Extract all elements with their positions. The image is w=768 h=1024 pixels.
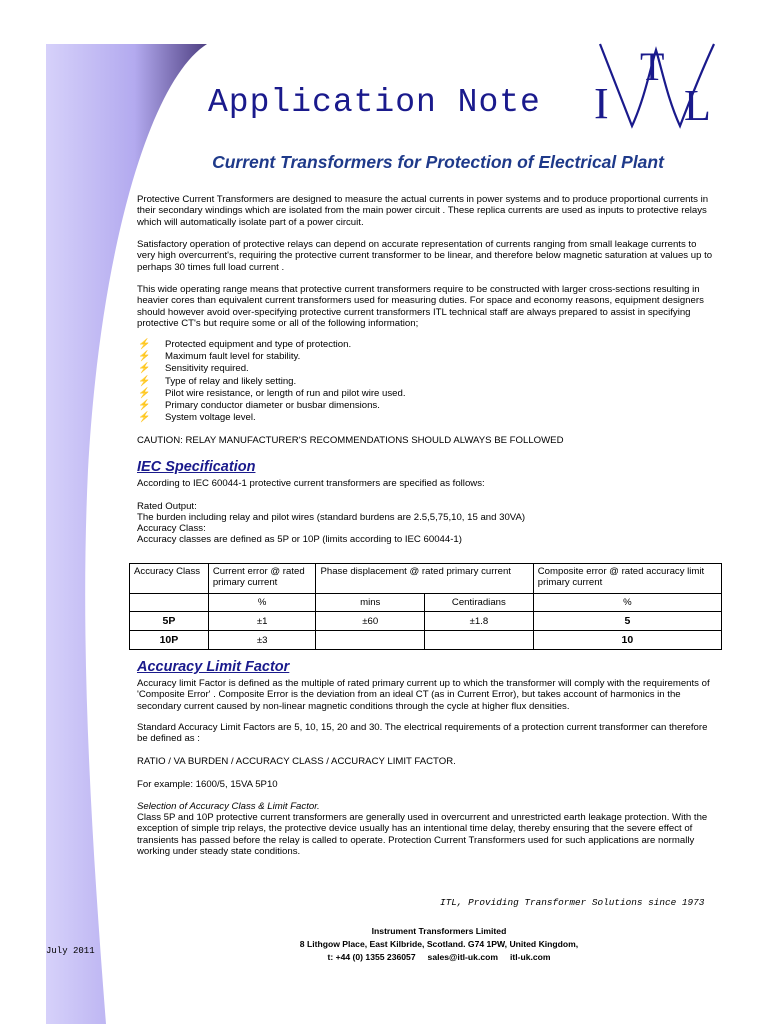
lightning-bolt-icon: ⚡ — [138, 387, 151, 399]
lightning-bolt-icon: ⚡ — [138, 412, 151, 424]
row-composite-error: 10 — [533, 631, 721, 650]
unit-mins: mins — [316, 594, 425, 612]
company-slogan: ITL, Providing Transformer Solutions since 1973 — [440, 897, 705, 908]
lightning-bolt-icon: ⚡ — [138, 351, 151, 363]
lightning-bolt-icon: ⚡ — [138, 363, 151, 375]
itl-logo — [592, 40, 722, 132]
footer-address: 8 Lithgow Place, East Kilbride, Scotland. G74 1PW, United Kingdom, — [299, 939, 579, 949]
lightning-bolt-icon: ⚡ — [138, 400, 151, 412]
row-composite-error: 5 — [533, 612, 721, 631]
list-item: ⚡ Sensitivity required. — [138, 363, 249, 375]
publication-date: July 2011 — [46, 946, 95, 956]
alf-paragraph-1: Accuracy limit Factor is defined as the multiple of rated primary current up to which the transformer will comply with the requirements of 'Composite Error' . Composite Error is the deviation from an ideal CT (as in Current Error), but takes account of harmonics in the secondary current caused by non-linear magnetic conditions through the cycle at higher flux densities. — [137, 678, 710, 712]
intro-paragraph-2: Satisfactory operation of protective relays can depend on accurate representation of currents ranging from small leakage currents to very high overcurrent's, requiring the protective current transformer to be linear, and therefore below magnetic saturation at values up to perhaps 30 times full load current . — [137, 239, 713, 273]
iec-specification-heading: IEC Specification — [137, 459, 256, 475]
svg-text:I: I — [594, 79, 609, 128]
rated-output-text: The burden including relay and pilot wires (standard burdens are 2.5,5,75,10, 15 and 30VA) — [137, 512, 526, 523]
row-mins: ±60 — [316, 612, 425, 631]
svg-text:L: L — [684, 81, 711, 130]
row-class: 5P — [130, 612, 209, 631]
accuracy-class-text: Accuracy classes are defined as 5P or 10P (limits according to IEC 60044-1) — [137, 534, 462, 545]
header-current-error: Current error @ rated primary current — [208, 564, 316, 594]
intro-paragraph-1: Protective Current Transformers are designed to measure the actual currents in power systems and to produce proportional currents in their secondary windings which are isolated from the main power circuit . These replica currents are used as inputs to protective relays which will automatically isolate part of a power circuit. — [137, 194, 709, 228]
lightning-bolt-icon: ⚡ — [138, 375, 151, 387]
iec-intro: According to IEC 60044-1 protective current transformers are specified as follows: — [137, 478, 485, 489]
accuracy-limit-factor-heading: Accuracy Limit Factor — [137, 659, 290, 675]
unit-centiradians: Centiradians — [425, 594, 534, 612]
svg-text:T: T — [640, 44, 665, 89]
header-composite-error: Composite error @ rated accuracy limit primary current — [533, 564, 721, 594]
lightning-bolt-icon: ⚡ — [138, 339, 151, 350]
list-item: ⚡ Protected equipment and type of protection. — [138, 339, 352, 350]
table-row — [130, 612, 722, 631]
list-item: ⚡ Primary conductor diameter or busbar dimensions. — [138, 400, 380, 412]
rated-output-label: Rated Output: — [137, 501, 197, 512]
header-accuracy-class: Accuracy Class — [130, 564, 209, 594]
document-subtitle: Current Transformers for Protection of Electrical Plant — [212, 152, 664, 172]
row-class: 10P — [130, 631, 209, 650]
alf-example: For example: 1600/5, 15VA 5P10 — [137, 779, 278, 790]
caution-note: CAUTION: RELAY MANUFACTURER'S RECOMMENDATIONS SHOULD ALWAYS BE FOLLOWED — [137, 435, 564, 446]
row-mins — [316, 631, 425, 650]
row-centiradians: ±1.8 — [425, 612, 534, 631]
alf-paragraph-5: Class 5P and 10P protective current transformers are generally used in overcurrent and unrestricted earth leakage protection. With the exception of simple trip relays, the protective device usually has an intentional time delay, thereby ensuring that the severe effect of transients has passed before the relay is called to operate. Protection Current Transformers used for such applications are normally working under steady state conditions. — [137, 812, 708, 858]
page-title: Application Note — [208, 84, 541, 121]
information-list — [137, 339, 406, 424]
footer-company: Instrument Transformers Limited — [371, 926, 507, 936]
accuracy-class-table — [129, 563, 722, 650]
row-current-error: ±1 — [208, 612, 316, 631]
list-item: ⚡ Pilot wire resistance, or length of run and pilot wire used. — [138, 387, 406, 399]
unit-current-error: % — [208, 594, 316, 612]
list-item: ⚡ Maximum fault level for stability. — [138, 351, 301, 363]
table-row — [130, 631, 722, 650]
alf-paragraph-2: Standard Accuracy Limit Factors are 5, 10, 15, 20 and 30. The electrical requirements of a protection current transformer can therefore be defined as : — [137, 722, 708, 745]
footer-contact: t: +44 (0) 1355 236057 sales@itl-uk.com itl-uk.com — [327, 952, 551, 962]
selection-subheading: Selection of Accuracy Class & Limit Factor. — [137, 801, 320, 812]
list-item: ⚡ System voltage level. — [138, 412, 256, 424]
row-current-error: ±3 — [208, 631, 316, 650]
alf-paragraph-3: RATIO / VA BURDEN / ACCURACY CLASS / ACCURACY LIMIT FACTOR. — [137, 756, 456, 767]
unit-composite-error: % — [533, 594, 721, 612]
accuracy-class-label: Accuracy Class: — [137, 523, 206, 534]
intro-paragraph-3: This wide operating range means that protective current transformers require to be constructed with larger cross-sections resulting in heavier cores than equivalent current transformers used for measuring duties. For space and economy reasons, equipment designers should however avoid over-specifying protective current transformers ITL technical staff are always prepared to assist in specifying protective CT's but require some or all of the following information; — [137, 284, 704, 330]
row-centiradians — [425, 631, 534, 650]
header-phase-displacement: Phase displacement @ rated primary current — [316, 564, 533, 594]
list-item: ⚡ Type of relay and likely setting. — [138, 375, 297, 387]
